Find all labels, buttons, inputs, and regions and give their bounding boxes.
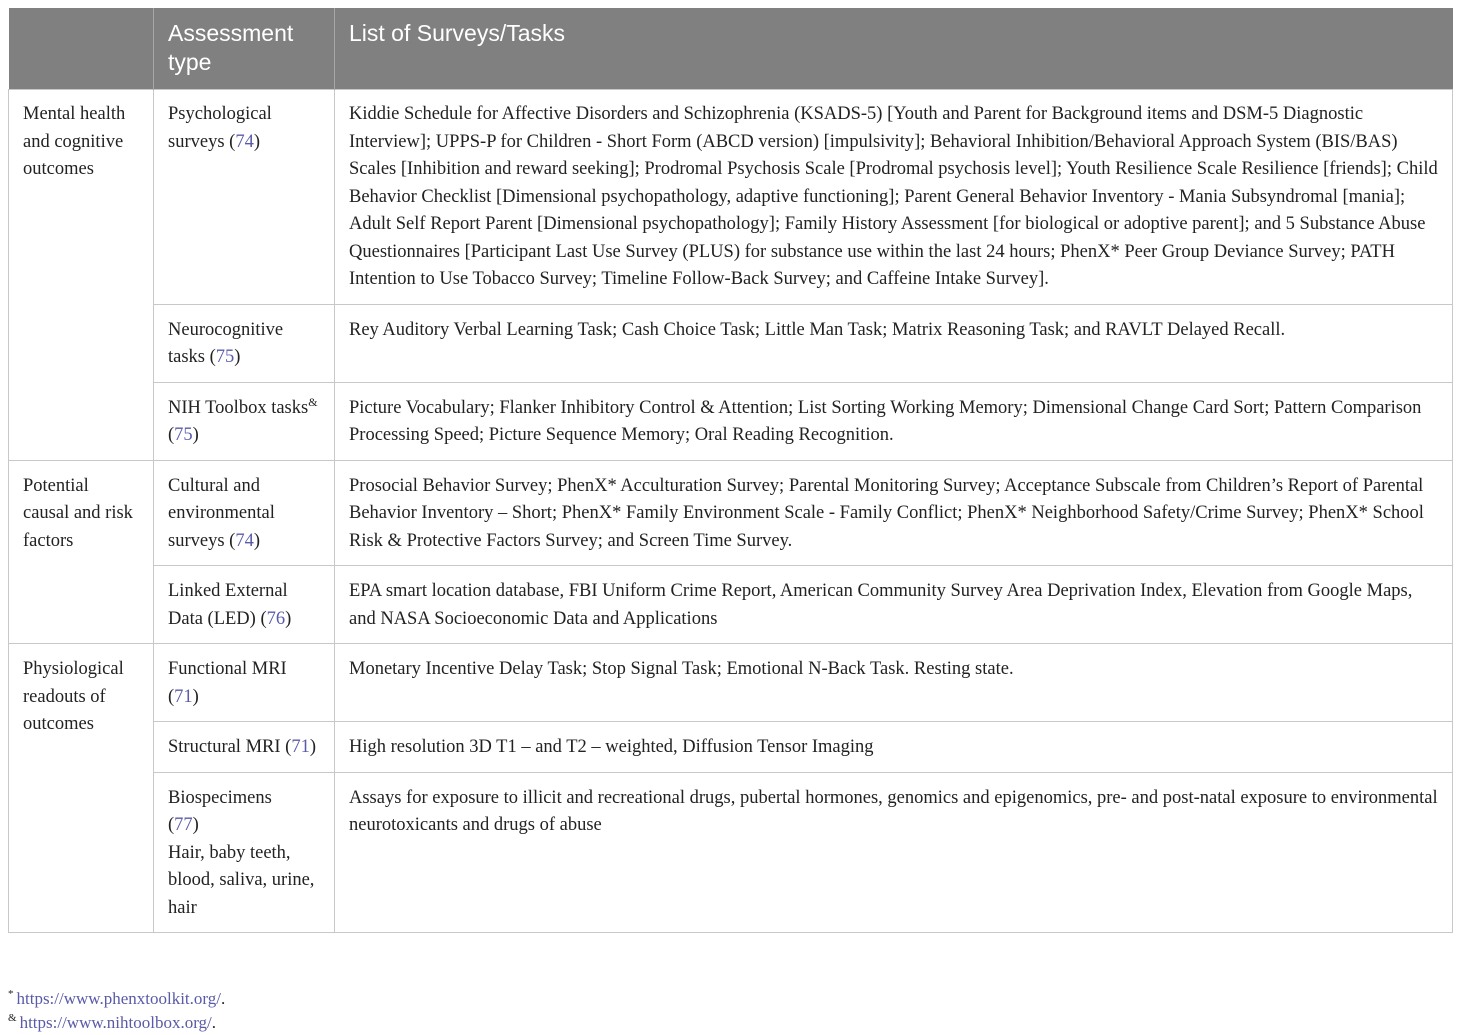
table-row (9, 644, 1453, 722)
survey-list: EPA smart location database, FBI Uniform Crime Report, American Community Survey Area Deprivation Index, Elevation from Google Maps, and NASA Socioeconomic Data and Applications (335, 566, 1453, 644)
survey-list: Assays for exposure to illicit and recreational drugs, pubertal hormones, genomics and epigenomics, pre- and post-natal exposure to environmental neurotoxicants and drugs of abuse (335, 772, 1453, 933)
reference-link[interactable]: 74 (235, 530, 254, 551)
assessment-type: Functional MRI (71) (154, 644, 335, 722)
table-row (9, 304, 1453, 382)
table-row (9, 772, 1453, 933)
table-row (9, 460, 1453, 566)
footnote: * https://www.phenxtoolkit.org/. (8, 988, 226, 1008)
assessment-type: NIH Toolbox tasks& (75) (154, 382, 335, 460)
reference-link[interactable]: 75 (174, 425, 193, 445)
category-physiological: Physiological readouts of outcomes (9, 644, 154, 933)
header-assessment-type: Assessment type (154, 8, 335, 90)
surveys-table (8, 8, 1453, 933)
survey-list: Kiddie Schedule for Affective Disorders and Schizophrenia (KSADS-5) [Youth and Parent for Background items and DSM-5 Diagnostic Interview]; UPPS-P for Children - Short Form (ABCD version) [impulsivity]; Behavioral Inhibition/Behavioral Approach System (BIS/BAS) Scales [Inhibition and reward seeking]; Prodromal Psychosis Scale [Prodromal psychosis level]; Youth Resilience Scale Resilience [friends]; Child Behavior Checklist [Dimensional psychopathology, adaptive functioning]; Parent General Behavior Inventory - Mania Subsyndromal [mania]; Adult Self Report Parent [Dimensional psychopathology]; Family History Assessment [for biological or adoptive parent]; and 5 Substance Abuse Questionnaires [Participant Last Use Survey (PLUS) for substance use within the last 24 hours; PhenX* Peer Group Deviance Survey; PATH Intention to Use Tobacco Survey; Timeline Follow-Back Survey; and Caffeine Intake Survey]. (335, 90, 1453, 305)
header-list: List of Surveys/Tasks (335, 8, 1453, 90)
survey-list: Monetary Incentive Delay Task; Stop Signal Task; Emotional N-Back Task. Resting state. (335, 644, 1453, 722)
survey-list: Prosocial Behavior Survey; PhenX* Acculturation Survey; Parental Monitoring Survey; Acceptance Subscale from Children’s Report of Parental Behavior Inventory – Short; PhenX* Family Environment Scale - Family Conflict; PhenX* Neighborhood Safety/Crime Survey; PhenX* School Risk & Protective Factors Survey; and Screen Time Survey. (335, 460, 1453, 566)
header-category (9, 8, 154, 90)
category-causal-risk: Potential causal and risk factors (9, 460, 154, 644)
table-header-row (9, 8, 1453, 90)
reference-link[interactable]: 71 (174, 686, 193, 707)
footnote-mark: & (8, 1012, 17, 1024)
reference-link[interactable]: 77 (174, 815, 193, 835)
nihtoolbox-link[interactable]: https://www.nihtoolbox.org/ (19, 1013, 212, 1032)
table-row (9, 722, 1453, 773)
table-row (9, 566, 1453, 644)
assessment-type: Cultural and environmental surveys (74) (154, 460, 335, 566)
assessment-type: Psychological surveys (74) (154, 90, 335, 305)
survey-list: Rey Auditory Verbal Learning Task; Cash Choice Task; Little Man Task; Matrix Reasoning Task; and RAVLT Delayed Recall. (335, 304, 1453, 382)
reference-link[interactable]: 76 (266, 608, 286, 629)
survey-list: Picture Vocabulary; Flanker Inhibitory Control & Attention; List Sorting Working Memory; Dimensional Change Card Sort; Pattern Comparison Processing Speed; Picture Sequence Memory; Oral Reading Recognition. (335, 382, 1453, 460)
category-mental-health: Mental health and cognitive outcomes (9, 90, 154, 461)
assessment-type: Neurocognitive tasks (75) (154, 304, 335, 382)
reference-link[interactable]: 74 (235, 131, 254, 152)
survey-list: High resolution 3D T1 – and T2 – weighted, Diffusion Tensor Imaging (335, 722, 1453, 773)
footnotes (8, 982, 225, 1030)
assessment-type: Linked External Data (LED) (76) (154, 566, 335, 644)
table-row (9, 382, 1453, 460)
phenx-link[interactable]: https://www.phenxtoolkit.org/ (16, 989, 221, 1008)
footnote: & https://www.nihtoolbox.org/. (8, 1012, 217, 1032)
footnote-mark: * (8, 988, 14, 1000)
assessment-type: Structural MRI (71) (154, 722, 335, 773)
footnote-mark: & (308, 394, 318, 409)
reference-link[interactable]: 75 (215, 347, 235, 367)
reference-link[interactable]: 71 (291, 737, 310, 757)
specimen-list: Hair, baby teeth, blood, saliva, urine, hair (168, 842, 315, 918)
assessment-type: Biospecimens (77) Hair, baby teeth, blood, saliva, urine, hair (154, 772, 335, 933)
table-row (9, 90, 1453, 305)
